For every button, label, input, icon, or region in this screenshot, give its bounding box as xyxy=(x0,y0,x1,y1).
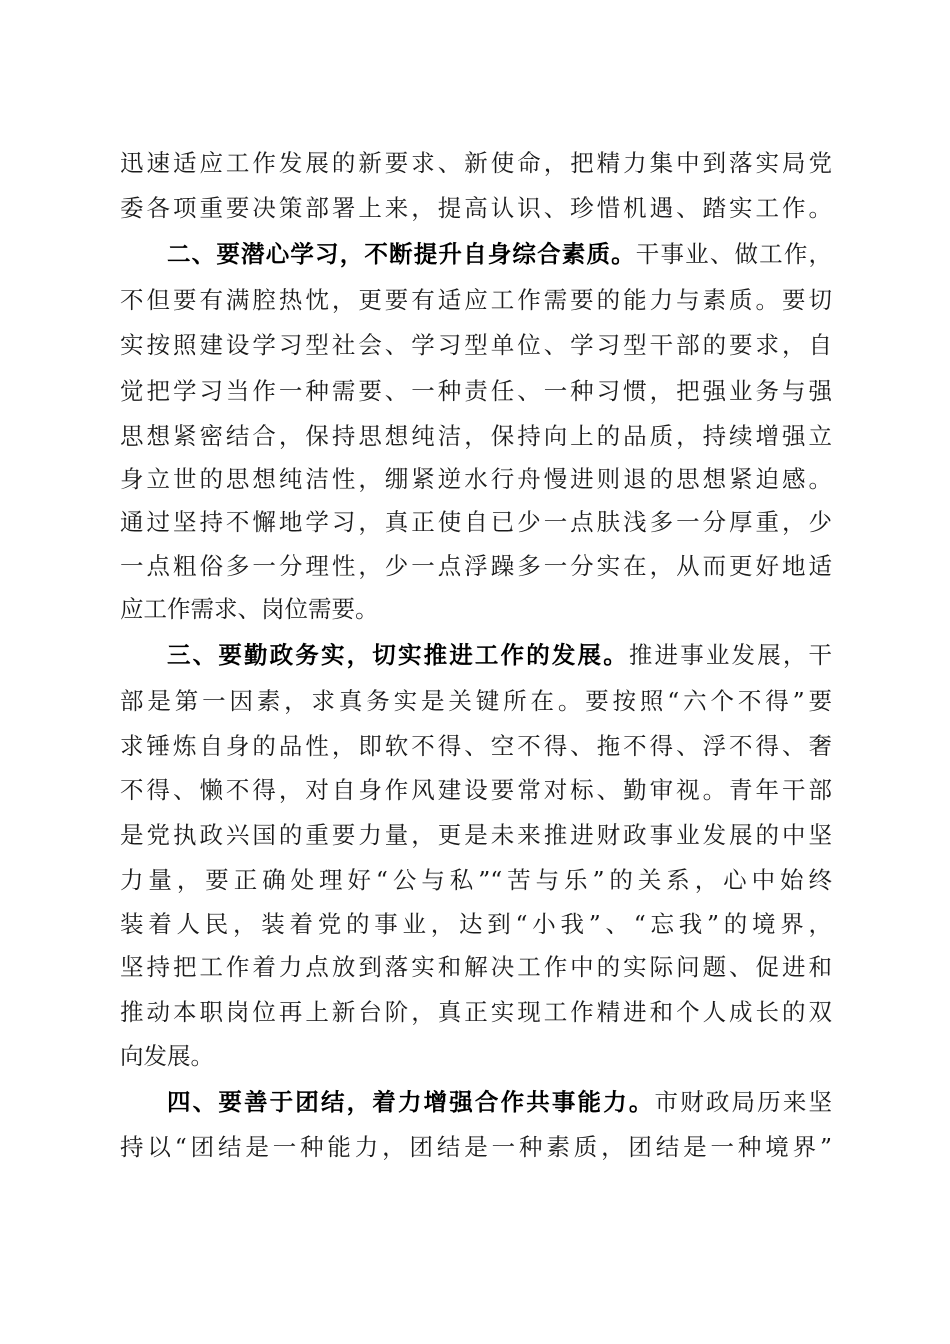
text-line: 坚持把工作着力点放到落实和解决工作中的实际问题、促进和 xyxy=(120,953,832,981)
text-line: 不得、懒不得，对自身作风建设要常对标、勤审视。青年干部 xyxy=(120,776,832,804)
text-line: 是党执政兴国的重要力量，更是未来推进财政事业发展的中坚 xyxy=(120,821,832,849)
text-line: 部是第一因素，求真务实是关键所在。要按照“六个不得”要 xyxy=(120,687,832,715)
section-heading-line: 三、要勤政务实，切实推进工作的发展。推进事业发展，干 xyxy=(167,641,833,669)
section-heading: 四、要善于团结，着力增强合作共事能力。 xyxy=(167,1088,655,1116)
text-line: 身立世的思想纯洁性，绷紧逆水行舟慢进则退的思想紧迫感。 xyxy=(120,465,832,493)
text-line: 觉把学习当作一种需要、一种责任、一种习惯，把强业务与强 xyxy=(120,377,832,405)
text-line: 力量，要正确处理好“公与私”“苦与乐”的关系，心中始终 xyxy=(120,866,832,894)
text-line: 实按照建设学习型社会、学习型单位、学习型干部的要求，自 xyxy=(120,331,832,359)
text-line: 一点粗俗多一分理性，少一点浮躁多一分实在，从而更好地适 xyxy=(120,552,832,580)
text-line: 求锤炼自身的品性，即软不得、空不得、拖不得、浮不得、奢 xyxy=(120,732,832,760)
text-line: 持以“团结是一种能力，团结是一种素质，团结是一种境界” xyxy=(120,1133,832,1161)
text-line: 应工作需求、岗位需要。 xyxy=(120,595,379,623)
text-line: 思想紧密结合，保持思想纯洁，保持向上的品质，持续增强立 xyxy=(120,422,832,450)
text-line: 通过坚持不懈地学习，真正使自已少一点肤浅多一分厚重，少 xyxy=(120,508,832,536)
section-heading: 二、要潜心学习，不断提升自身综合素质。 xyxy=(167,240,636,268)
text-line: 不但要有满腔热忱，更要有适应工作需要的能力与素质。要切 xyxy=(120,286,832,314)
text-line: 推动本职岗位再上新台阶，真正实现工作精进和个人成长的双 xyxy=(120,998,832,1026)
text-line: 装着人民，装着党的事业，达到“小我”、“忘我”的境界， xyxy=(120,910,832,938)
text-line: 委各项重要决策部署上来，提高认识、珍惜机遇、踏实工作。 xyxy=(120,194,832,222)
text-line: 向发展。 xyxy=(120,1042,214,1070)
text-line: 迅速适应工作发展的新要求、新使命，把精力集中到落实局党 xyxy=(120,149,832,177)
section-heading-line: 二、要潜心学习，不断提升自身综合素质。干事业、做工作， xyxy=(167,240,833,268)
section-heading-line: 四、要善于团结，着力增强合作共事能力。市财政局历来坚 xyxy=(167,1088,833,1116)
section-heading: 三、要勤政务实，切实推进工作的发展。 xyxy=(167,641,629,669)
